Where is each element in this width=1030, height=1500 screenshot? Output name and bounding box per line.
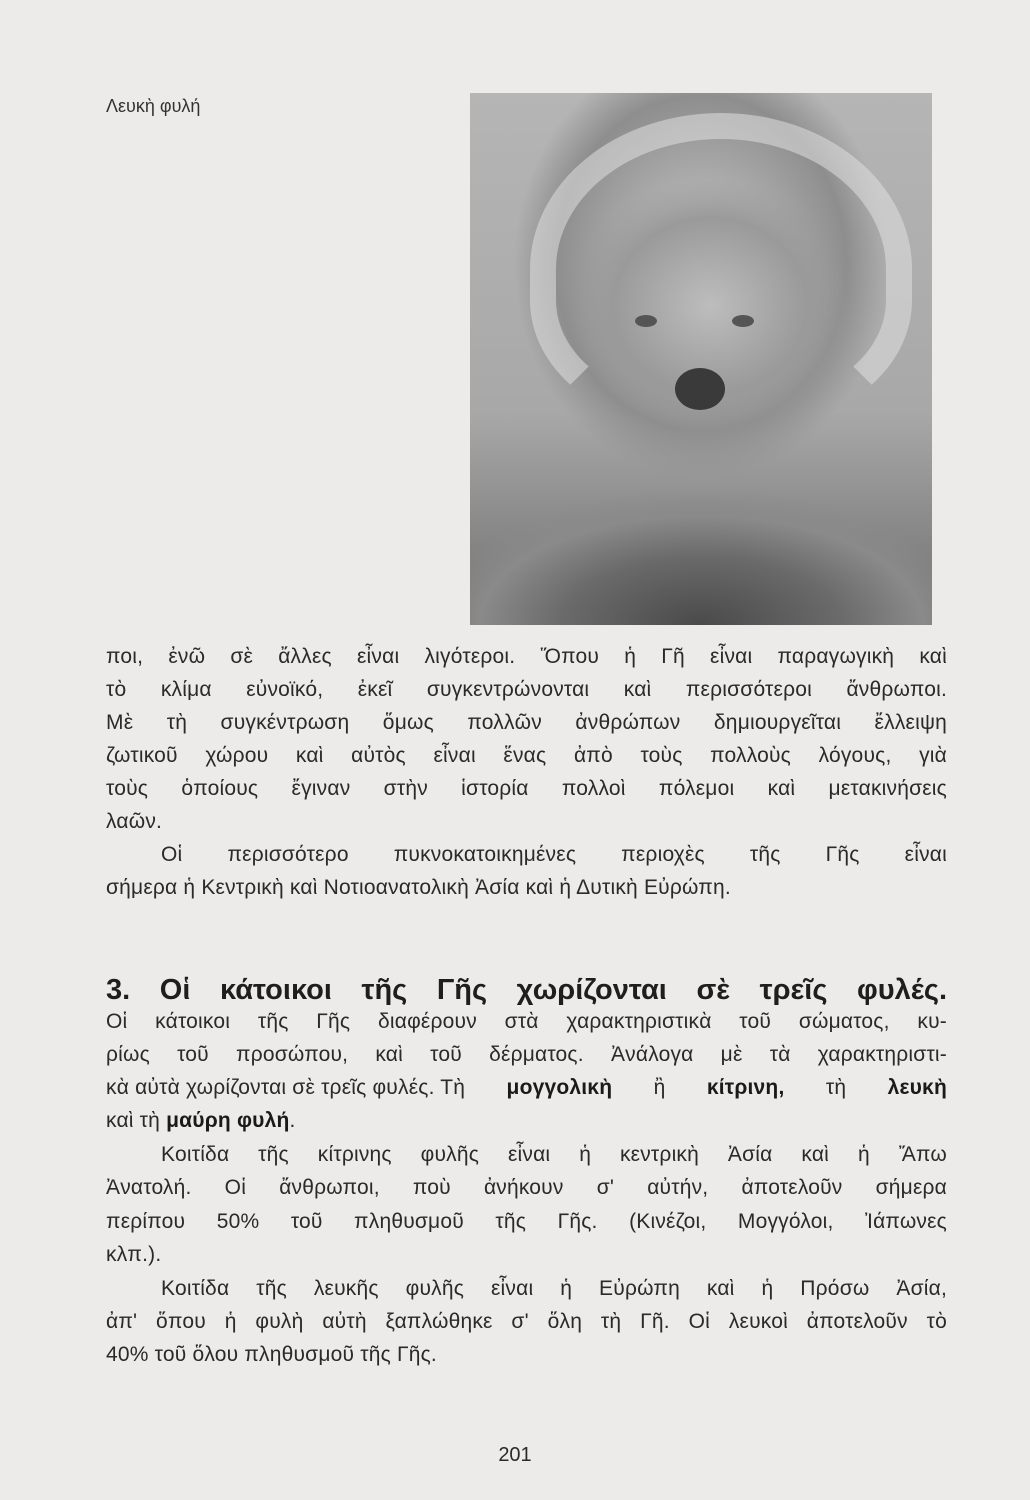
text-line: Κοιτίδα τῆς λευκῆς φυλῆς εἶναι ἡ Εὐρώπη καὶ ἡ Πρόσω Ἀσία,	[161, 1277, 947, 1300]
text-line: τὸ κλίμα εὐνοϊκό, ἐκεῖ συγκεντρώνονται καὶ περισσότεροι ἄνθρωποι.	[106, 678, 947, 701]
child-photograph	[470, 93, 932, 625]
bold-term: μογγολικὴ	[506, 1076, 613, 1099]
text-line: Οἱ περισσότερο πυκνοκατοικημένες περιοχὲς τῆς Γῆς εἶναι	[161, 843, 947, 866]
text-line: Κοιτίδα τῆς κίτρινης φυλῆς εἶναι ἡ κεντρικὴ Ἀσία καὶ ἡ Ἄπω	[161, 1143, 947, 1166]
text-span: ἢ	[653, 1076, 666, 1099]
text-span: κὰ αὐτὰ χωρίζονται σὲ τρεῖς φυλές. Τὴ	[106, 1076, 466, 1099]
text-line: περίπου 50% τοῦ πληθυσμοῦ τῆς Γῆς. (Κινέζοι, Μογγόλοι, Ἰάπωνες	[106, 1210, 947, 1233]
section-heading	[106, 974, 947, 1007]
text-line: σήμερα ἡ Κεντρικὴ καὶ Νοτιοανατολικὴ Ἀσία καὶ ἡ Δυτικὴ Εὐρώπη.	[106, 876, 731, 899]
section-heading-text: 3. Οἱ κάτοικοι τῆς Γῆς χωρίζονται σὲ τρεῖς φυλές.	[106, 974, 947, 1006]
bold-term: μαύρη φυλή	[166, 1109, 290, 1132]
page-number: 201	[498, 1444, 532, 1466]
photo-mouth	[675, 368, 725, 410]
text-span: καὶ τὴ	[106, 1109, 161, 1132]
text-line: ρίως τοῦ προσώπου, καὶ τοῦ δέρματος. Ἀνάλογα μὲ τὰ χαρακτηριστι-	[106, 1043, 947, 1066]
bold-term: κίτρινη,	[706, 1076, 785, 1099]
text-span: .	[289, 1109, 296, 1132]
text-line: λαῶν.	[106, 810, 163, 833]
text-line: τοὺς ὁποίους ἔγιναν στὴν ἱστορία πολλοὶ πόλεμοι καὶ μετακινήσεις	[106, 777, 947, 800]
text-line	[106, 1107, 947, 1135]
text-span: τὴ	[825, 1076, 847, 1099]
photo-eye	[732, 315, 754, 327]
text-line: Οἱ κάτοικοι τῆς Γῆς διαφέρουν στὰ χαρακτηριστικὰ τοῦ σώματος, κυ-	[106, 1010, 947, 1033]
text-line: κλπ.).	[106, 1243, 162, 1266]
running-header: Λευκὴ φυλή	[106, 96, 201, 116]
text-line: ποι, ἐνῶ σὲ ἄλλες εἶναι λιγότεροι. Ὅπου ἡ Γῆ εἶναι παραγωγικὴ καὶ	[106, 645, 947, 668]
text-line: ζωτικοῦ χώρου καὶ αὐτὸς εἶναι ἕνας ἀπὸ τοὺς πολλοὺς λόγους, γιὰ	[106, 744, 947, 767]
photo-eye	[635, 315, 657, 327]
text-line: ἀπ' ὅπου ἡ φυλὴ αὐτὴ ξαπλώθηκε σ' ὅλη τὴ Γῆ. Οἱ λευκοὶ ἀποτελοῦν τὸ	[106, 1310, 947, 1333]
text-line: Ἀνατολή. Οἱ ἄνθρωποι, ποὺ ἀνήκουν σ' αὐτήν, ἀποτελοῦν σήμερα	[106, 1176, 947, 1199]
text-line	[106, 1074, 947, 1102]
text-line: 40% τοῦ ὅλου πληθυσμοῦ τῆς Γῆς.	[106, 1343, 437, 1366]
photo-body	[470, 455, 932, 625]
text-line: Μὲ τὴ συγκέντρωση ὅμως πολλῶν ἀνθρώπων δημιουργεῖται ἔλλειψη	[106, 711, 947, 734]
bold-term: λευκὴ	[887, 1076, 947, 1099]
